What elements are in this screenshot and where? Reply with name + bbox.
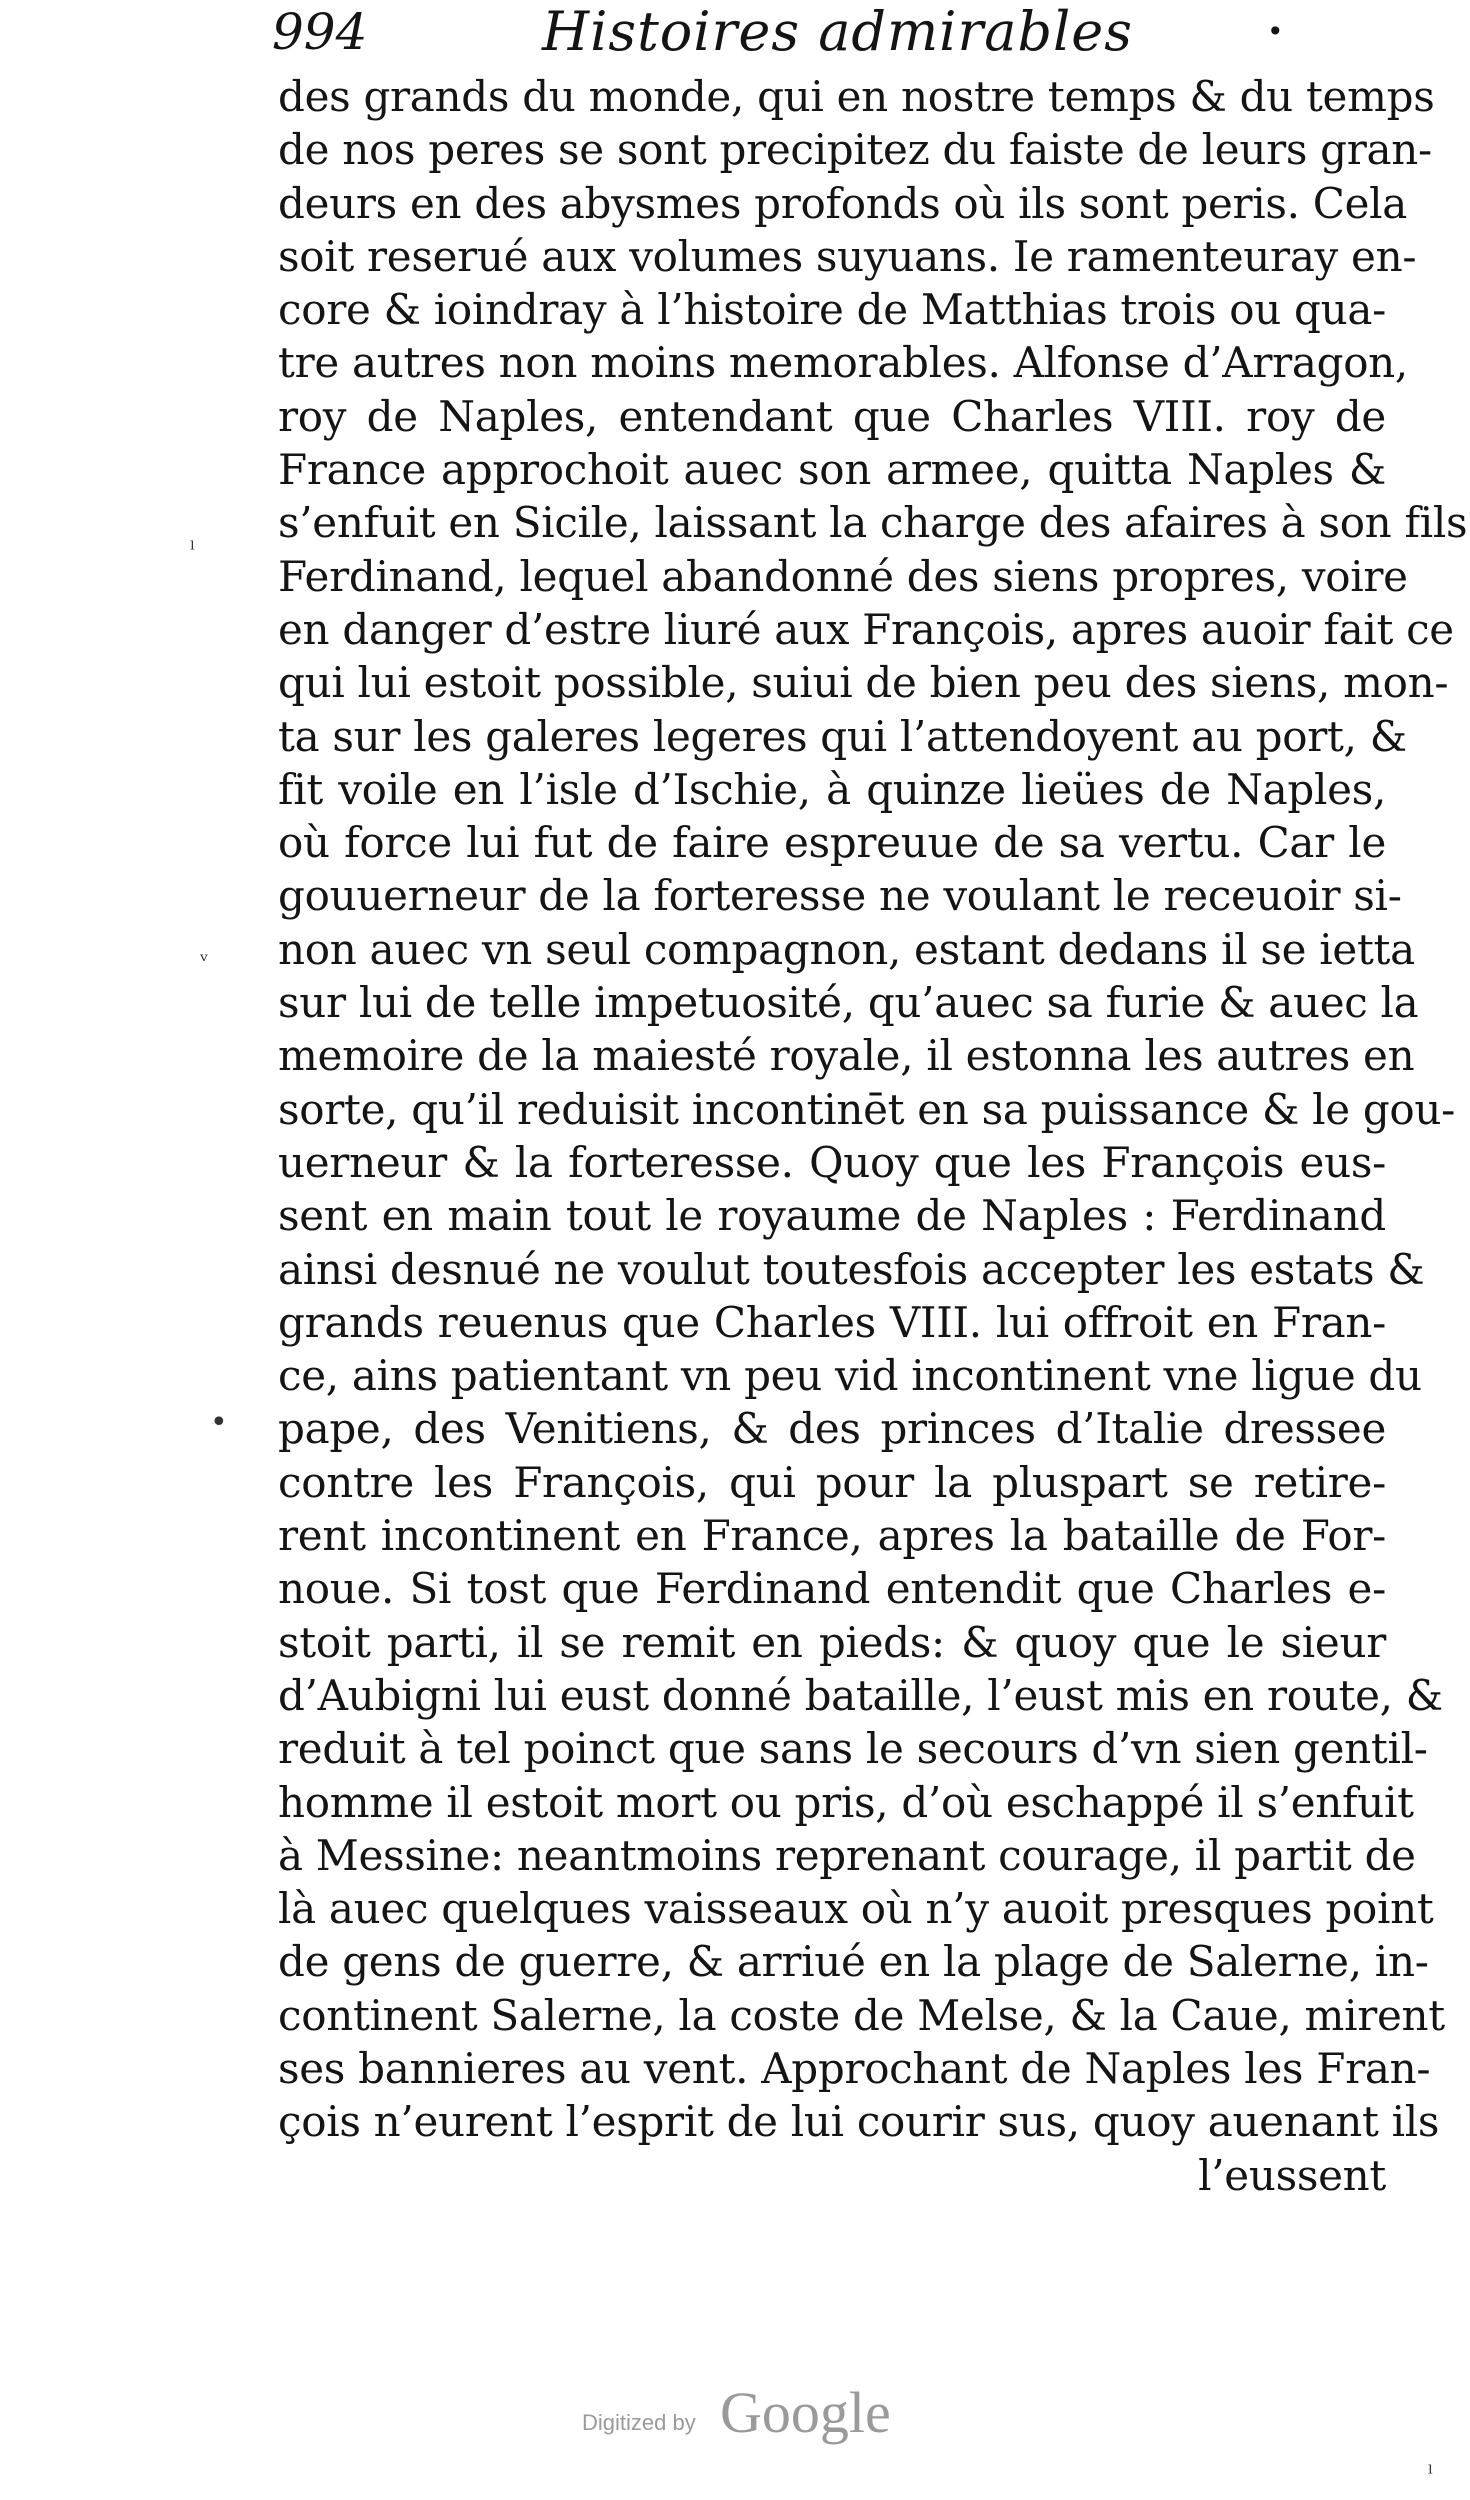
margin-mark: ᵥ — [200, 942, 209, 967]
page-number: 994 — [272, 3, 368, 61]
text-line: ainsi desnué ne voulut toutesfois accepter les estats & — [278, 1244, 1425, 1294]
text-line: continent Salerne, la coste de Melse, & la Caue, mirent — [278, 1990, 1445, 2040]
text-line: en danger d’estre liuré aux François, apres auoir fait ce — [278, 604, 1454, 654]
running-head — [272, 0, 1392, 70]
text-line: reduit à tel poinct que sans le secours d’vn sien gentil- — [278, 1724, 1428, 1774]
text-line: de gens de guerre, & arriué en la plage de Salerne, in- — [278, 1937, 1429, 1987]
text-line: s’enfuit en Sicile, laissant la charge des afaires à son fils — [278, 498, 1468, 548]
text-line: deurs en des abysmes profonds où ils sont peris. Cela — [278, 178, 1408, 228]
text-line: là auec quelques vaisseaux où n’y auoit presques point — [278, 1884, 1434, 1934]
text-line: grands reuenus que Charles VIII. lui offroit en Fran- — [278, 1297, 1386, 1347]
text-line: stoit parti, il se remit en pieds: & quoy que le sieur — [278, 1617, 1386, 1667]
text-line: contre les François, qui pour la pluspart se retire- — [278, 1457, 1386, 1507]
margin-mark: ˡ — [1428, 2462, 1434, 2487]
text-line: pape, des Venitiens, & des princes d’Italie dressee — [278, 1404, 1386, 1454]
text-line: core & ioindray à l’histoire de Matthias trois ou qua- — [278, 285, 1386, 335]
text-line: gouuerneur de la forteresse ne voulant le receuoir si- — [278, 871, 1402, 921]
text-line: homme il estoit mort ou pris, d’où eschappé il s’enfuit — [278, 1777, 1414, 1827]
text-line: fit voile en l’isle d’Ischie, à quinze lieües de Naples, — [278, 764, 1386, 814]
text-line: Ferdinand, lequel abandonné des siens propres, voire — [278, 551, 1408, 601]
text-line: uerneur & la forteresse. Quoy que les François eus- — [278, 1137, 1386, 1187]
text-line: à Messine: neantmoins reprenant courage, il partit de — [278, 1830, 1416, 1880]
text-line: qui lui estoit possible, suiui de bien peu des siens, mon- — [278, 658, 1449, 708]
running-title: Histoires admirables — [542, 0, 1133, 63]
body-text — [278, 70, 1468, 2202]
text-line: çois n’eurent l’esprit de lui courir sus, quoy auenant ils — [278, 2097, 1440, 2147]
text-line: de nos peres se sont precipitez du faiste de leurs gran- — [278, 125, 1432, 175]
text-line: memoire de la maiesté royale, il estonna les autres en — [278, 1031, 1415, 1081]
google-logo: Google — [720, 2380, 891, 2445]
text-line: soit reserué aux volumes suyuans. Ie ramenteuray en- — [278, 231, 1417, 281]
text-line: non auec vn seul compagnon, estant dedans il se ietta — [278, 924, 1415, 974]
margin-mark: • — [210, 1405, 228, 1440]
text-line: sorte, qu’il reduisit incontinēt en sa puissance & le gou- — [278, 1084, 1456, 1134]
text-line: noue. Si tost que Ferdinand entendit que Charles e- — [278, 1564, 1386, 1614]
digitization-watermark — [560, 2378, 960, 2448]
text-line: rent incontinent en France, apres la bataille de For- — [278, 1511, 1386, 1561]
text-line: où force lui fut de faire espreuue de sa vertu. Car le — [278, 818, 1386, 868]
text-line: sur lui de telle impetuosité, qu’auec sa furie & auec la — [278, 978, 1419, 1028]
text-line: France approchoit auec son armee, quitta Naples & — [278, 445, 1386, 495]
text-line: roy de Naples, entendant que Charles VIII. roy de — [278, 391, 1386, 441]
header-mark: • — [1267, 15, 1284, 48]
margin-mark: ˡ — [190, 538, 196, 563]
text-line: ses bannieres au vent. Approchant de Naples les Fran- — [278, 2043, 1431, 2093]
text-line: tre autres non moins memorables. Alfonse d’Arragon, — [278, 338, 1408, 388]
text-line: ce, ains patientant vn peu vid incontinent vne ligue du — [278, 1351, 1422, 1401]
text-line: sent en main tout le royaume de Naples : Ferdinand — [278, 1191, 1386, 1241]
text-line: d’Aubigni lui eust donné bataille, l’eust mis en route, & — [278, 1670, 1443, 1720]
digitized-by-label: Digitized by — [582, 2410, 696, 2435]
text-line: des grands du monde, qui en nostre temps & du temps — [278, 72, 1435, 121]
text-line: ta sur les galeres legeres qui l’attendoyent au port, & — [278, 711, 1407, 761]
catchword: l’eussent — [1198, 2150, 1386, 2200]
